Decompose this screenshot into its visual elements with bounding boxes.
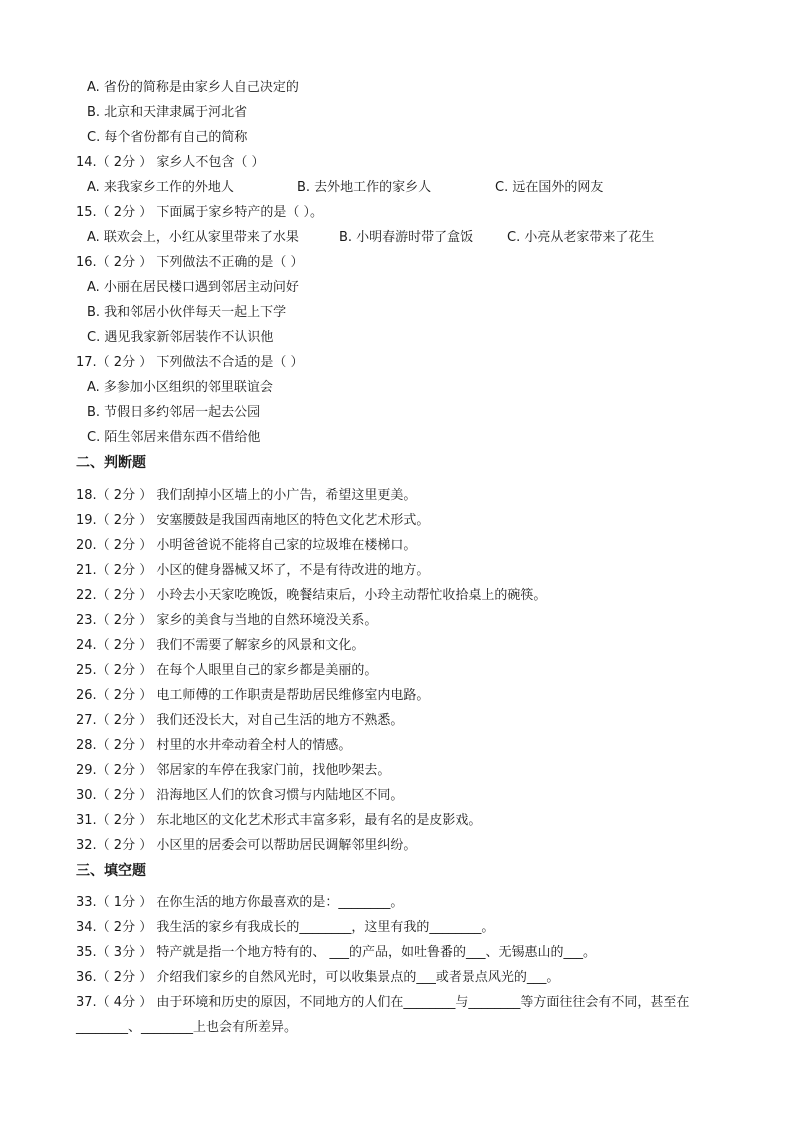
q13-option-a: A. 省份的简称是由家乡人自己决定的 bbox=[87, 80, 299, 95]
section-title-judgment: 二、判断题 bbox=[76, 455, 146, 471]
q16-option-b: B. 我和邻居小伙伴每天一起上下学 bbox=[87, 305, 287, 320]
q14-option-a: A. 来我家乡工作的外地人 bbox=[87, 180, 234, 195]
q17-option-c: C. 陌生邻居来借东西不借给他 bbox=[87, 430, 261, 445]
judge-item-18: 18.（ 2分 ） 我们刮掉小区墙上的小广告，希望这里更美。 bbox=[76, 488, 417, 503]
fill-item-34: 34.（ 2分 ） 我生活的家乡有我成长的________，这里有我的________。 bbox=[76, 920, 495, 935]
judge-item-32: 32.（ 2分 ） 小区里的居委会可以帮助居民调解邻里纠纷。 bbox=[76, 838, 417, 853]
q14-stem: 14.（ 2分 ） 家乡人不包含（ ） bbox=[76, 155, 265, 170]
judge-item-26: 26.（ 2分 ） 电工师傅的工作职责是帮助居民维修室内电路。 bbox=[76, 688, 430, 703]
q17-stem: 17.（ 2分 ） 下列做法不合适的是（ ） bbox=[76, 355, 304, 370]
q14-option-c: C. 远在国外的网友 bbox=[495, 180, 604, 195]
q15-option-c: C. 小亮从老家带来了花生 bbox=[507, 230, 655, 245]
judge-item-29: 29.（ 2分 ） 邻居家的车停在我家门前，找他吵架去。 bbox=[76, 763, 391, 778]
q15-option-a: A. 联欢会上，小红从家里带来了水果 bbox=[87, 230, 299, 245]
q15-stem: 15.（ 2分 ） 下面属于家乡特产的是（ ）。 bbox=[76, 205, 323, 220]
q16-stem: 16.（ 2分 ） 下列做法不正确的是（ ） bbox=[76, 255, 304, 270]
fill-item-37: 37.（ 4分 ） 由于环境和历史的原因，不同地方的人们在________与________等方面往往会有不同，甚至在 bbox=[76, 995, 690, 1010]
q14-option-b: B. 去外地工作的家乡人 bbox=[297, 180, 432, 195]
fill-item-37-continued: ________、________上也会有所差异。 bbox=[76, 1020, 298, 1035]
judge-item-27: 27.（ 2分 ） 我们还没长大，对自己生活的地方不熟悉。 bbox=[76, 713, 404, 728]
section-title-fill-blank: 三、填空题 bbox=[76, 863, 146, 879]
q17-option-a: A. 多参加小区组织的邻里联谊会 bbox=[87, 380, 273, 395]
judge-item-30: 30.（ 2分 ） 沿海地区人们的饮食习惯与内陆地区不同。 bbox=[76, 788, 404, 803]
fill-item-36: 36.（ 2分 ） 介绍我们家乡的自然风光时，可以收集景点的___或者景点风光的___。 bbox=[76, 970, 560, 985]
judge-item-31: 31.（ 2分 ） 东北地区的文化艺术形式丰富多彩，最有名的是皮影戏。 bbox=[76, 813, 482, 828]
q13-option-b: B. 北京和天津隶属于河北省 bbox=[87, 105, 248, 120]
q13-option-c: C. 每个省份都有自己的简称 bbox=[87, 130, 248, 145]
q15-option-b: B. 小明春游时带了盒饭 bbox=[339, 230, 474, 245]
q17-option-b: B. 节假日多约邻居一起去公园 bbox=[87, 405, 261, 420]
q16-option-c: C. 遇见我家新邻居装作不认识他 bbox=[87, 330, 274, 345]
judge-item-22: 22.（ 2分 ） 小玲去小天家吃晚饭，晚餐结束后，小玲主动帮忙收拾桌上的碗筷。 bbox=[76, 588, 547, 603]
judge-item-20: 20.（ 2分 ） 小明爸爸说不能将自己家的垃圾堆在楼梯口。 bbox=[76, 538, 417, 553]
q16-option-a: A. 小丽在居民楼口遇到邻居主动问好 bbox=[87, 280, 299, 295]
fill-item-33: 33.（ 1分 ） 在你生活的地方你最喜欢的是：________。 bbox=[76, 895, 404, 910]
judge-item-19: 19.（ 2分 ） 安塞腰鼓是我国西南地区的特色文化艺术形式。 bbox=[76, 513, 430, 528]
judge-item-25: 25.（ 2分 ） 在每个人眼里自己的家乡都是美丽的。 bbox=[76, 663, 378, 678]
judge-item-24: 24.（ 2分 ） 我们不需要了解家乡的风景和文化。 bbox=[76, 638, 365, 653]
judge-item-23: 23.（ 2分 ） 家乡的美食与当地的自然环境没关系。 bbox=[76, 613, 378, 628]
fill-item-35: 35.（ 3分 ） 特产就是指一个地方特有的、 ___的产品，如吐鲁番的___、无锡惠山的___。 bbox=[76, 945, 596, 960]
judge-item-21: 21.（ 2分 ） 小区的健身器械又坏了，不是有待改进的地方。 bbox=[76, 563, 430, 578]
judge-item-28: 28.（ 2分 ） 村里的水井牵动着全村人的情感。 bbox=[76, 738, 352, 753]
